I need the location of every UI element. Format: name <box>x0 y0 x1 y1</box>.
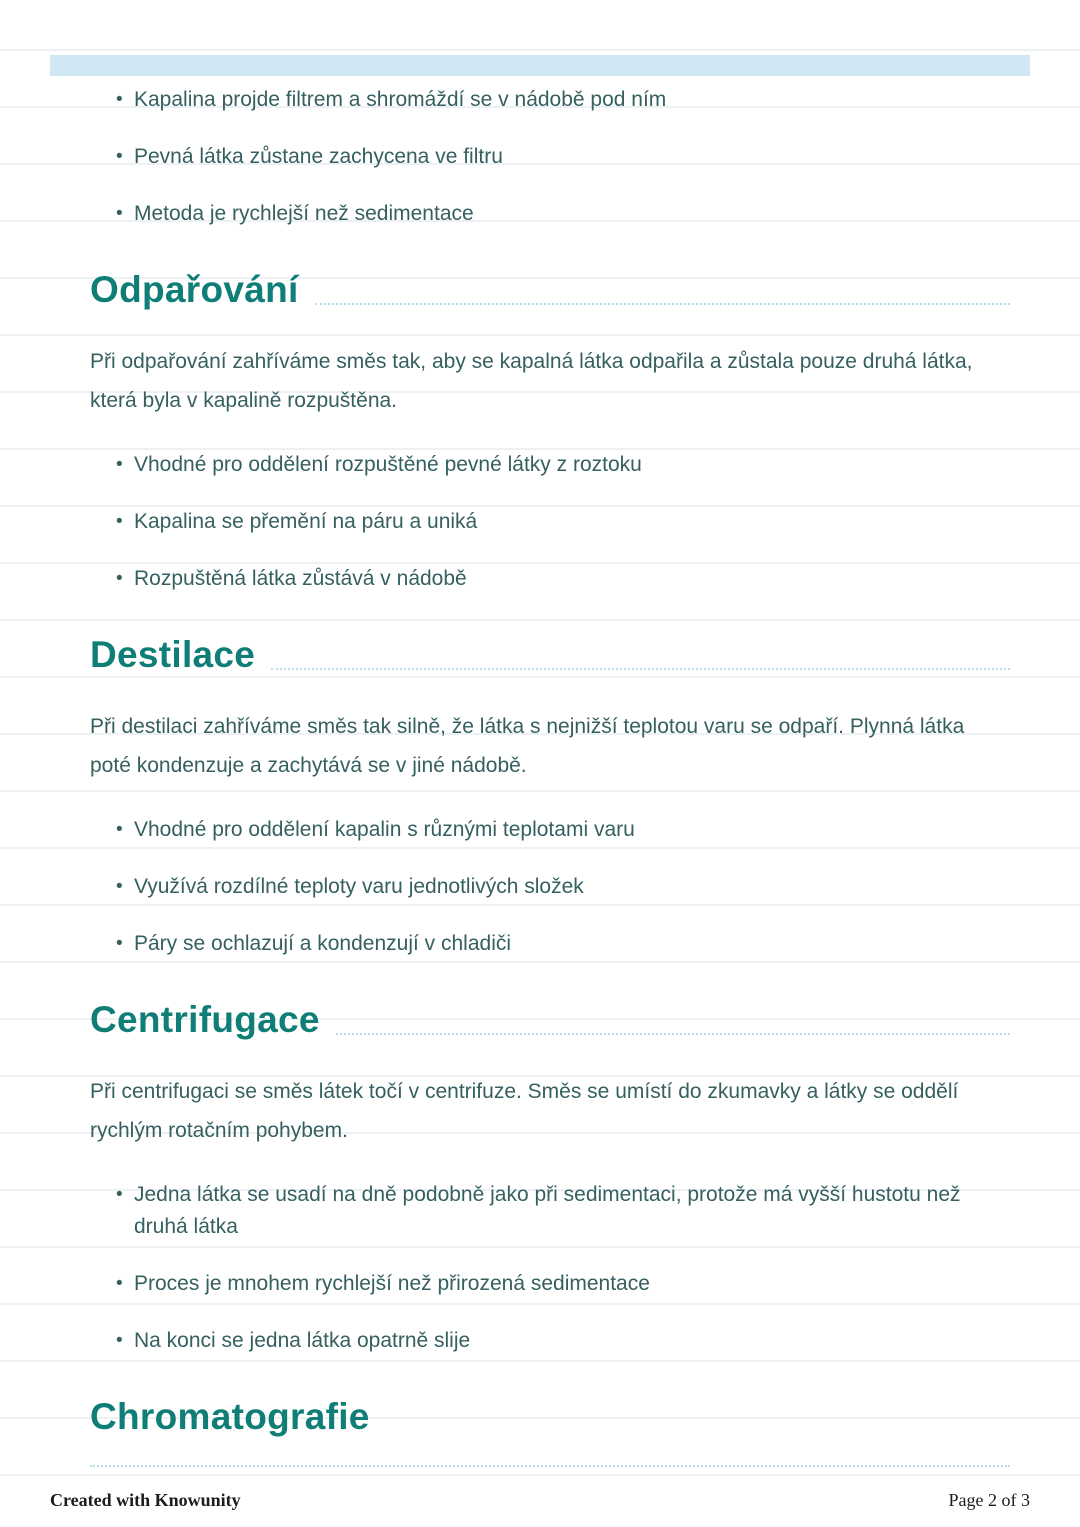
section-title: Chromatografie <box>90 1396 370 1437</box>
section-heading-row <box>90 998 1010 1042</box>
bullet-item: • Proces je mnohem rychlejší než přirozená sedimentace <box>116 1268 986 1300</box>
section-title: Destilace <box>90 634 256 675</box>
bullet-item: • Metoda je rychlejší než sedimentace <box>116 198 986 230</box>
bullet-item: • Vhodné pro oddělení rozpuštěné pevné látky z roztoku <box>116 449 986 481</box>
dotted-leader <box>336 1033 1010 1035</box>
section-heading-row <box>90 268 1010 312</box>
section-title: Odpařování <box>90 269 299 310</box>
bullet-item: • Rozpuštěná látka zůstává v nádobě <box>116 563 986 595</box>
section-bullet-list <box>90 1179 1010 1357</box>
section-paragraph: Při destilaci zahříváme směs tak silně, že látka s nejnižší teplotou varu se odpaří. Plynná látka poté kondenzuje a zachytává se v jiné nádobě. <box>90 715 965 777</box>
page-footer <box>50 1490 1030 1511</box>
bullet-item: • Páry se ochlazují a kondenzují v chladiči <box>116 928 986 960</box>
section-title: Centrifugace <box>90 999 320 1040</box>
section-odparovani <box>90 268 1010 595</box>
footer-branding: Created with Knowunity <box>50 1490 241 1510</box>
bullet-item: • Jedna látka se usadí na dně podobně jako při sedimentaci, protože má vyšší hustotu než druhá látka <box>116 1179 986 1243</box>
bullet-item: • Pevná látka zůstane zachycena ve filtru <box>116 141 986 173</box>
bullet-item: • Kapalina se přemění na páru a uniká <box>116 506 986 538</box>
section-bullet-list <box>90 814 1010 960</box>
section-bullet-list <box>90 449 1010 595</box>
section-chromatografie <box>90 1395 1010 1467</box>
dotted-leader <box>271 668 1010 670</box>
bullet-item: • Kapalina projde filtrem a shromáždí se v nádobě pod ním <box>116 84 986 116</box>
dotted-leader <box>315 303 1010 305</box>
section-heading-row <box>90 633 1010 677</box>
section-heading-row <box>90 1395 1010 1439</box>
section-paragraph: Při odpařování zahříváme směs tak, aby se kapalná látka odpařila a zůstala pouze druhá látka, která byla v kapalině rozpuštěna. <box>90 350 973 412</box>
section-centrifugace <box>90 998 1010 1357</box>
dotted-leader <box>90 1465 1010 1467</box>
footer-page-number: Page 2 of 3 <box>948 1490 1030 1510</box>
intro-bullet-list <box>90 84 1010 230</box>
section-paragraph: Při centrifugaci se směs látek točí v centrifuze. Směs se umístí do zkumavky a látky se oddělí rychlým rotačním pohybem. <box>90 1080 959 1142</box>
bullet-item: • Na konci se jedna látka opatrně slije <box>116 1325 986 1357</box>
bullet-item: • Vhodné pro oddělení kapalin s různými teplotami varu <box>116 814 986 846</box>
bullet-item: • Využívá rozdílné teploty varu jednotlivých složek <box>116 871 986 903</box>
section-destilace <box>90 633 1010 960</box>
